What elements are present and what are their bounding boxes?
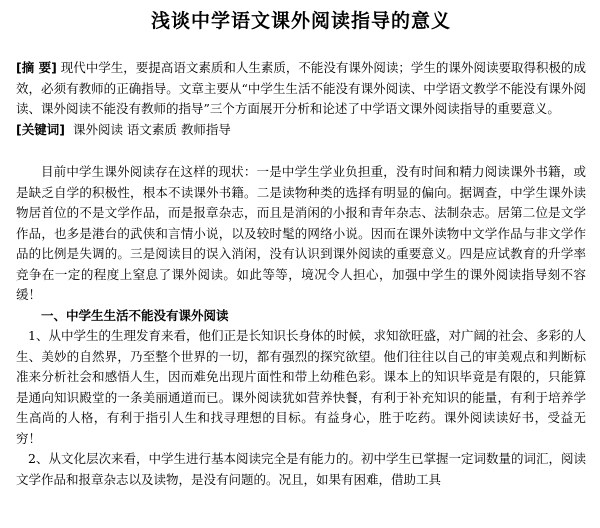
abstract-label: [摘 要] [16,60,57,75]
abstract-paragraph [16,58,586,120]
section-1-item-1: 1、从中学生的生理发育来看，他们正是长知识长身体的时候，求知欲旺盛，对广阔的社会、多彩的人生、美妙的自然界，乃至整个世界的一切，都有强烈的探究欲望。他们往往以自己的审美观点和判断标准来分析社会和感悟人生，因而难免出现片面性和带上幼稚色彩。课本上的知识毕竟是有限的，只能算是通向知识殿堂的一条美丽通道而已。课外阅读犹如营养快餐，有利于补充知识的能量，有利于培养学生高尚的人格，有利于指引人生和找寻理想的目标。有益身心，胜于吃药。课外阅读读好书，受益无穷！ [16,328,586,446]
keywords-label: [关键词] [16,121,65,137]
section-1-heading: 一、中学生生活不能没有课外阅读 [41,307,229,323]
intro-paragraph: 目前中学生课外阅读存在这样的现状：一是中学生学业负担重，没有时间和精力阅读课外书籍，或是缺乏自学的积极性，根本不读课外书籍。二是读物种类的选择有明显的偏向。据调查，中学生课外读物居首位的不是文学作品，而是报章杂志，而且是消闲的小报和青年杂志、法制杂志。居第二位是文学作品，也多是港台的武侠和言情小说，以及较时髦的网络小说。因而在课外读物中文学作品与非文学作品的比例是失调的。三是阅读目的误入消闲，没有认识到课外阅读的重要意义。四是应试教育的升学率竞争在一定的程度上窒息了课外阅读。如此等等，境况令人担心，加强中学生的课外阅读指导刻不容缓！ [16,164,586,302]
abstract-text: 现代中学生，要提高语文素质和人生素质，不能没有课外阅读；学生的课外阅读要取得积极的成效，必须有教师的正确指导。文章主要从“中学生生活不能没有课外阅读、中学语文教学不能没有课外阅读、课外阅读不能没有教师的指导”三个方面展开分析和论述了中学语文课外阅读指导的重要意义。 [16,60,586,116]
keywords-paragraph [16,120,586,141]
document-title: 浅谈中学语文课外阅读指导的意义 [150,10,451,32]
section-1-item-2: 2、从文化层次来看，中学生进行基本阅读完全是有能力的。初中学生已掌握一定词数量的词汇，阅读文学作品和报章杂志以及读物，是没有问题的。况且，如果有困难，借助工具 [16,451,586,487]
keywords-text: 课外阅读 语文素质 教师指导 [72,121,231,137]
